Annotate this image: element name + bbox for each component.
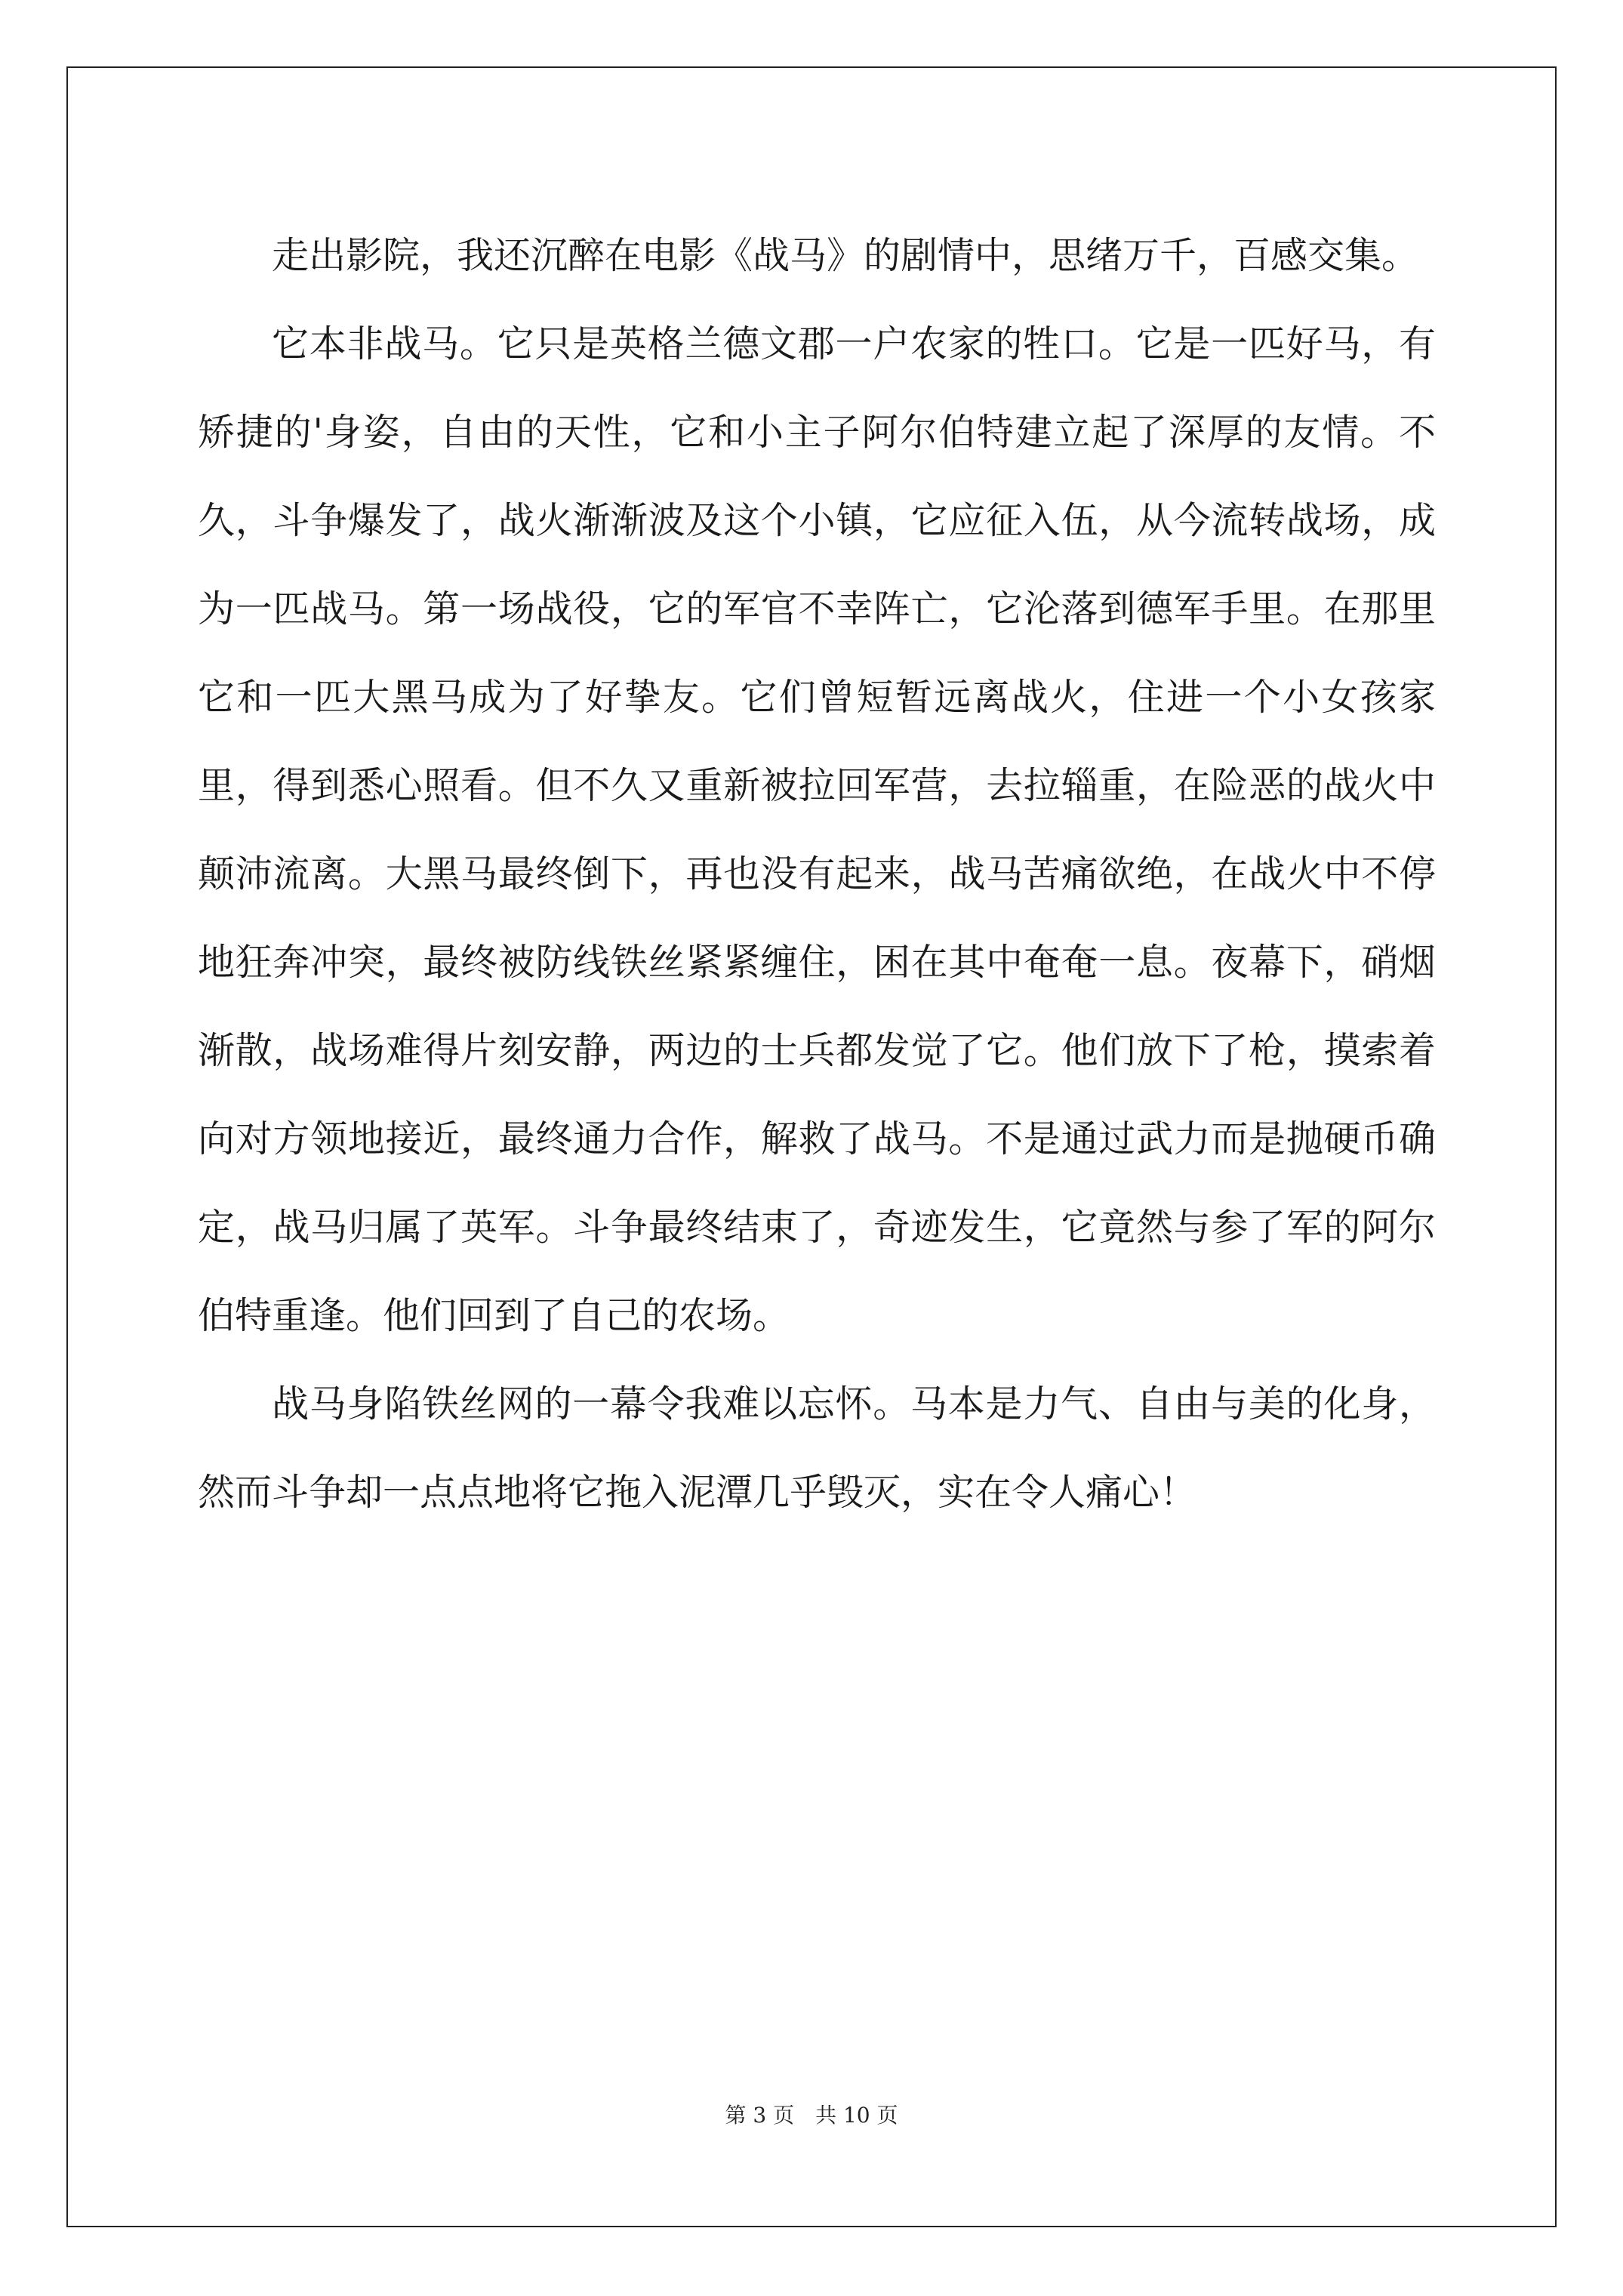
paragraph-2: 它本非战马。它只是英格兰德文郡一户农家的牲口。它是一匹好马，有矫捷的'身姿，自由的天性，它和小主子阿尔伯特建立起了深厚的友情。不久，斗争爆发了，战火渐渐波及这个小镇，它应征入伍，从今流转战场，成为一匹战马。第一场战役，它的军官不幸阵亡，它沦落到德军手里。在那里它和一匹大黑马成为了好挚友。它们曾短暂远离战火，住进一个小女孩家里，得到悉心照看。但不久又重新被拉回军营，去拉辎重，在险恶的战火中颠沛流离。大黑马最终倒下，再也没有起来，战马苦痛欲绝，在战火中不停地狂奔冲突，最终被防线铁丝紧紧缠住，困在其中奄奄一息。夜幕下，硝烟渐散，战场难得片刻安静，两边的士兵都发觉了它。他们放下了枪，摸索着向对方领地接近，最终通力合作，解救了战马。不是通过武力而是抛硬币确定，战马归属了英军。斗争最终结束了，奇迹发生，它竟然与参了军的阿尔伯特重逢。他们回到了自己的农场。 <box>198 322 1436 1337</box>
page-number-footer: 第 3 页 共 10 页 <box>725 2103 898 2128</box>
paragraph-1: 走出影院，我还沉醉在电影《战马》的剧情中，思绪万千，百感交集。 <box>272 234 1419 277</box>
paragraph-3: 战马身陷铁丝网的一幕令我难以忘怀。马本是力气、自由与美的化身，然而斗争却一点点地将它拖入泥潭几乎毁灭，实在令人痛心！ <box>198 1382 1436 1514</box>
document-body <box>198 211 1436 1536</box>
